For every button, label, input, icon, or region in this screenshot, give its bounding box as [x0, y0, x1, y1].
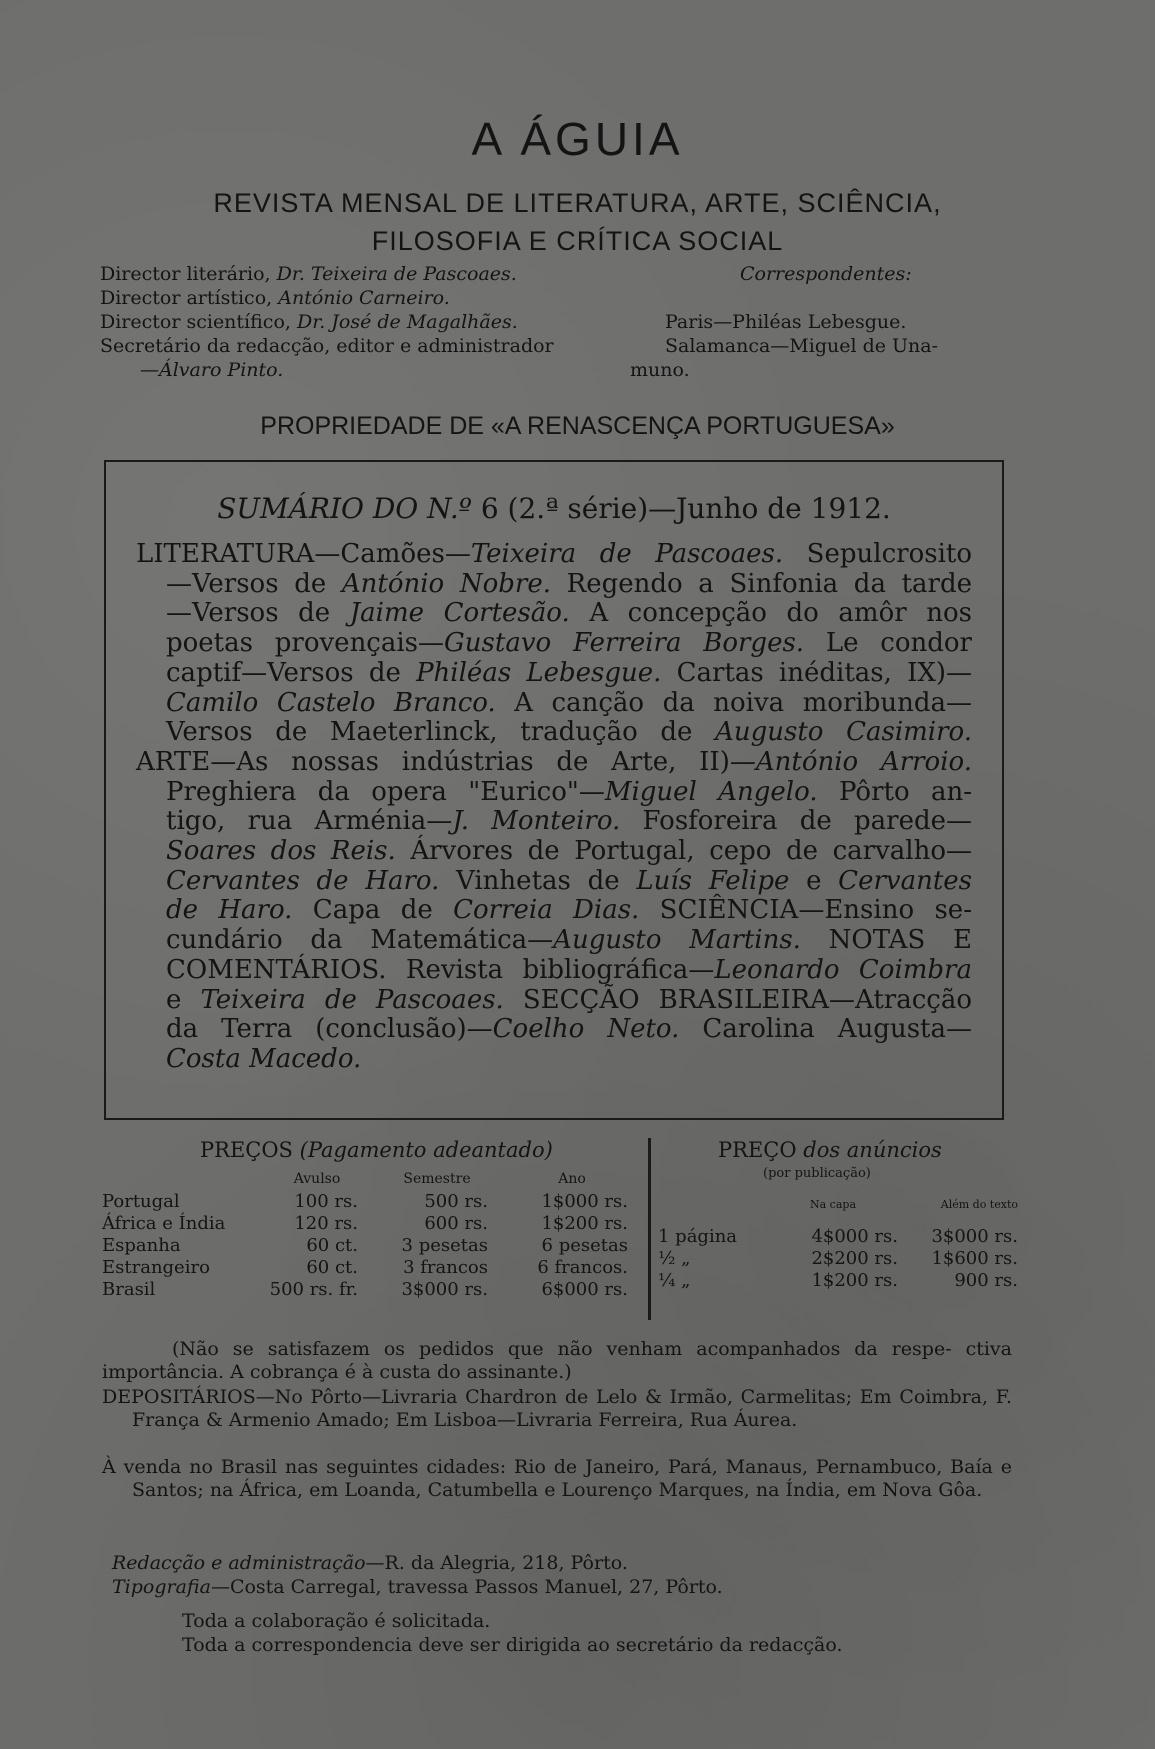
tipografia-label: Tipografia: [112, 1576, 211, 1598]
ad-prices: [658, 1138, 1018, 1291]
price-cell-region: Estrangeiro: [102, 1256, 210, 1278]
price-row: [102, 1212, 642, 1234]
price-cell-ano: 6$000 rs.: [541, 1278, 628, 1300]
staff-line-secretary: Secretário da redacção, editor e administrador: [100, 335, 554, 357]
price-cell-avulso: 60 ct.: [306, 1256, 358, 1278]
summary-line: de Haro. Capa de Correia Dias. SCIÊNCIA—Ensino se-: [166, 895, 972, 926]
summary-line: e Teixeira de Pascoaes. SECÇÃO BRASILEIRA—Atracção: [166, 984, 972, 1015]
staff-role: Director scientífico,: [100, 311, 291, 333]
payment-notice-text: (Não se satisfazem os pedidos que não venham acompanhados da respe- ctiva importância. A cobrança é à custa do assinante.): [102, 1338, 1012, 1383]
summary-line: Camilo Castelo Branco. A canção da noiva moribunda—: [166, 687, 972, 718]
summary-line: Versos de Maeterlinck, tradução de Augusto Casimiro.: [166, 717, 973, 748]
price-cell-semestre: 3 francos: [403, 1256, 488, 1278]
depositarios-block: [102, 1386, 1012, 1432]
price-cell-ano: 1$200 rs.: [541, 1212, 628, 1234]
summary-line: COMENTÁRIOS. Revista bibliográfica—Leonardo Coimbra: [166, 954, 972, 985]
ad-column-header: Além do texto: [940, 1197, 1018, 1211]
magazine-subtitle-line1: REVISTA MENSAL DE LITERATURA, ARTE, SCIÊNCIA,: [213, 188, 942, 218]
ad-cell-texto: 1$600 rs.: [931, 1247, 1018, 1269]
prices-heading-note: (Pagamento adeantado): [299, 1138, 553, 1162]
ad-subheading: (por publicação): [763, 1166, 871, 1181]
redaccao-address: —R. da Alegria, 218, Pôrto.: [365, 1552, 628, 1574]
price-row: [102, 1190, 642, 1212]
ad-column-header: Na capa: [810, 1197, 856, 1211]
prices-heading: [200, 1138, 642, 1162]
summary-line: Cervantes de Haro. Vinhetas de Luís Felipe e Cervantes: [166, 865, 972, 896]
price-cell-semestre: 3 pesetas: [401, 1234, 488, 1256]
tipografia-address: —Costa Carregal, travessa Passos Manuel, 27, Pôrto.: [210, 1576, 723, 1598]
prices-column-header: Avulso: [293, 1171, 341, 1187]
staff-line-scientific: [100, 311, 518, 333]
footer-correspondence: Toda a correspondencia deve ser dirigida ao secretário da redacção.: [182, 1634, 843, 1656]
summary-line: Preghiera da opera "Eurico"—Miguel Angelo. Pôrto an-: [166, 776, 973, 807]
price-cell-ano: 6 francos.: [537, 1256, 628, 1278]
price-cell-avulso: 500 rs. fr.: [269, 1278, 358, 1300]
ad-heading-note: dos anúncios: [803, 1138, 942, 1162]
price-cell-ano: 1$000 rs.: [541, 1190, 628, 1212]
ad-row: [658, 1269, 1018, 1291]
ad-cell-size: ¼ „: [658, 1269, 691, 1291]
summary-line: Soares dos Reis. Árvores de Portugal, cepo de carvalho—: [166, 836, 972, 867]
ad-cell-capa: 4$000 rs.: [811, 1225, 898, 1247]
summary-line: Costa Macedo.: [166, 1043, 362, 1074]
price-cell-semestre: 600 rs.: [424, 1212, 488, 1234]
price-cell-avulso: 60 ct.: [306, 1234, 358, 1256]
venda-text: À venda no Brasil nas seguintes cidades: Rio de Janeiro, Pará, Manaus, Pernambuco, Baía e Santos; na África, em Loanda, Catumbella e Lourenço Marques, na Índia, em Nova Gôa.: [102, 1456, 1012, 1501]
property-line: PROPRIEDADE DE «A RENASCENÇA PORTUGUESA»: [260, 412, 895, 440]
staff-name: António Carneiro.: [278, 287, 450, 309]
summary-box: [104, 460, 1004, 1120]
prices-column-header: Ano: [558, 1171, 586, 1187]
price-cell-region: Brasil: [102, 1278, 156, 1300]
correspondent-salamanca-cont: muno.: [630, 359, 690, 381]
subscription-prices: [102, 1138, 642, 1300]
price-cell-avulso: 120 rs.: [294, 1212, 358, 1234]
ad-prices-heading: [718, 1138, 1018, 1162]
price-row: [102, 1256, 642, 1278]
summary-heading: [106, 492, 1002, 525]
ad-cell-capa: 1$200 rs.: [811, 1269, 898, 1291]
ad-cell-capa: 2$200 rs.: [811, 1247, 898, 1269]
staff-line-secretary-name: —Álvaro Pinto.: [140, 359, 284, 381]
staff-role: Director artístico,: [100, 287, 273, 309]
summary-line: tigo, rua Arménia—J. Monteiro. Fosforeira de parede—: [166, 806, 973, 837]
redaccao-label: Redacção e administração: [112, 1552, 366, 1574]
prices-column-header: Semestre: [403, 1171, 471, 1187]
price-cell-region: Espanha: [102, 1234, 181, 1256]
staff-line-literary: [100, 263, 517, 285]
price-cell-ano: 6 pesetas: [541, 1234, 628, 1256]
correspondent-paris: Paris—Philéas Lebesgue.: [665, 311, 907, 333]
summary-line: da Terra (conclusão)—Coelho Neto. Carolina Augusta—: [166, 1014, 972, 1045]
staff-name: Dr. José de Magalhães.: [296, 311, 518, 333]
price-row: [102, 1278, 642, 1300]
magazine-subtitle-line2: FILOSOFIA E CRÍTICA SOCIAL: [371, 226, 784, 256]
summary-heading-label: SUMÁRIO DO N.º: [217, 492, 472, 525]
ad-row: [658, 1225, 1018, 1247]
price-cell-semestre: 3$000 rs.: [401, 1278, 488, 1300]
ad-cell-texto: 3$000 rs.: [931, 1225, 1018, 1247]
subscription-prices-table: [102, 1168, 642, 1300]
correspondent-salamanca: Salamanca—Miguel de Una-: [665, 335, 939, 357]
summary-heading-issue: 6 (2.ª série)—Junho de 1912.: [480, 492, 891, 525]
staff-role: Director literário,: [100, 263, 271, 285]
ad-prices-table: [658, 1193, 1018, 1291]
footer-collaboration: Toda a colaboração é solicitada.: [182, 1610, 491, 1632]
ad-heading-label: PREÇO: [718, 1138, 797, 1162]
tipografia-line: [112, 1576, 723, 1598]
summary-line: —Versos de Jaime Cortesão. A concepção do amôr nos: [166, 598, 972, 629]
price-cell-region: África e Índia: [102, 1212, 226, 1234]
summary-line: poetas provençais—Gustavo Ferreira Borges. Le condor: [166, 628, 972, 659]
price-cell-avulso: 100 rs.: [294, 1190, 358, 1212]
ad-row: [658, 1247, 1018, 1269]
redaccao-line: [112, 1552, 628, 1574]
depositarios-text: DEPOSITÁRIOS—No Pôrto—Livraria Chardron de Lelo & Irmão, Carmelitas; Em Coimbra, F. França & Armenio Amado; Em Lisboa—Livraria Ferreira, Rua Áurea.: [102, 1386, 1012, 1431]
price-cell-region: Portugal: [102, 1190, 180, 1212]
correspondents-heading: Correspondentes:: [740, 263, 912, 285]
summary-line: captif—Versos de Philéas Lebesgue. Cartas inéditas, IX)—: [166, 657, 972, 688]
summary-line: ARTE—As nossas indústrias de Arte, II)—António Arroio.: [136, 746, 972, 777]
summary-line: —Versos de António Nobre. Regendo a Sinfonia da tarde: [166, 568, 973, 599]
ad-cell-texto: 900 rs.: [954, 1269, 1018, 1291]
prices-heading-label: PREÇOS: [200, 1138, 293, 1162]
venda-block: [102, 1456, 1012, 1502]
staff-name: Dr. Teixeira de Pascoaes.: [276, 263, 517, 285]
summary-line: cundário da Matemática—Augusto Martins. NOTAS E: [166, 925, 972, 956]
ad-cell-size: ½ „: [658, 1247, 691, 1269]
ad-cell-size: 1 página: [658, 1225, 738, 1247]
summary-line: LITERATURA—Camões—Teixeira de Pascoaes. Sepulcrosito: [136, 539, 972, 569]
price-row: [102, 1234, 642, 1256]
staff-line-artistic: [100, 287, 450, 309]
price-cell-semestre: 500 rs.: [424, 1190, 488, 1212]
summary-body: [136, 540, 972, 1075]
magazine-title: A ÁGUIA: [471, 113, 684, 165]
payment-notice: [102, 1338, 1012, 1384]
prices-divider: [648, 1138, 651, 1320]
